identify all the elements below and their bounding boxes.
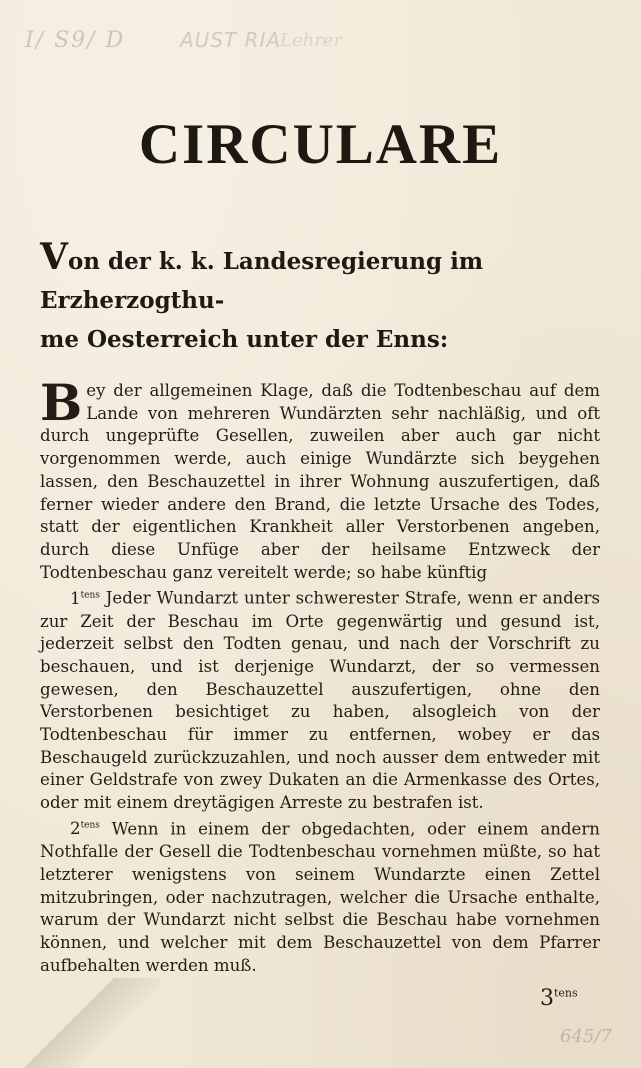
- document-body: [40, 373, 600, 977]
- issuer-heading: [40, 238, 610, 359]
- heading-line-1: on der k. k. Landesregierung im Erzherzogthu-: [40, 248, 484, 314]
- archive-number: 645/7: [560, 1026, 612, 1047]
- library-stamp: AUST RIA: [180, 28, 282, 52]
- library-stamp-secondary: Lehrer: [280, 30, 343, 51]
- intro-text: ey der allgemeinen Klage, daß die Todtenbeschau auf dem Lande von mehreren Wundärzten sehr nachläßig, und oft durch ungeprüfte Gesellen, zuweilen aber auch gar nicht vorgenommen werde, auch einige Wundärzte sich beygehen lassen, den Beschauzettel in ihrer Wohnung auszufertigen, daß ferner wieder andere den Brand, die letzte Ursache des Todes, statt der eigentlichen Krankheit aller Verstorbenen angeben, durch diese Unfüge aber der heilsame Entzweck der Todtenbeschau ganz vereitelt werde; so habe künftig: [40, 381, 600, 582]
- paragraph-1: [40, 584, 600, 815]
- document-title: CIRCULARE: [138, 113, 503, 176]
- paragraph-2-number: $2^{tens}$: [70, 819, 100, 839]
- handwritten-mark: I/ S9/ D: [25, 28, 126, 53]
- heading-line-2: me Oesterreich unter der Enns:: [40, 326, 449, 353]
- drop-cap: B: [40, 373, 83, 432]
- paragraph-2: [40, 815, 600, 977]
- paper-stain: [0, 978, 160, 1068]
- paragraph-1-text: Jeder Wundarzt unter schwerester Strafe, wenn er anders zur Zeit der Beschau im Orte gegenwärtig und gesund ist, jederzeit selbst den Todten genau, und nach der Vorschrift zu beschauen, und ist derjenige Wundarzt, der so vermessen gewesen, den Beschauzettel auszufertigen, ohne den Verstorbenen besichtiget zu haben, alsogleich von der Todtenbeschau für immer zu entfernen, wobey er das Beschaugeld zurückzuzahlen, und noch ausser dem entweder mit einer Geldstrafe von zwey Dukaten an die Armenkasse des Ortes, oder mit einem dreytägigen Arreste zu bestrafen ist.: [40, 588, 600, 813]
- heading-initial: V: [40, 236, 68, 278]
- catchword: $3^{tens}$: [540, 986, 578, 1011]
- paragraph-2-text: Wenn in einem der obgedachten, oder einem andern Nothfalle der Gesell die Todtenbeschau vornehmen müßte, so hat letzterer wenigstens von seinem Wundarzte einen Zettel mitzubringen, oder nachzutragen, welcher die Ursache enthalte, warum der Wundarzt nicht selbst die Beschau habe vornehmen können, und welcher mit dem Beschauzettel von dem Pfarrer aufbehalten werden muß.: [40, 819, 600, 975]
- paragraph-1-number: $1^{tens}$: [70, 588, 100, 608]
- intro-paragraph: [40, 373, 600, 584]
